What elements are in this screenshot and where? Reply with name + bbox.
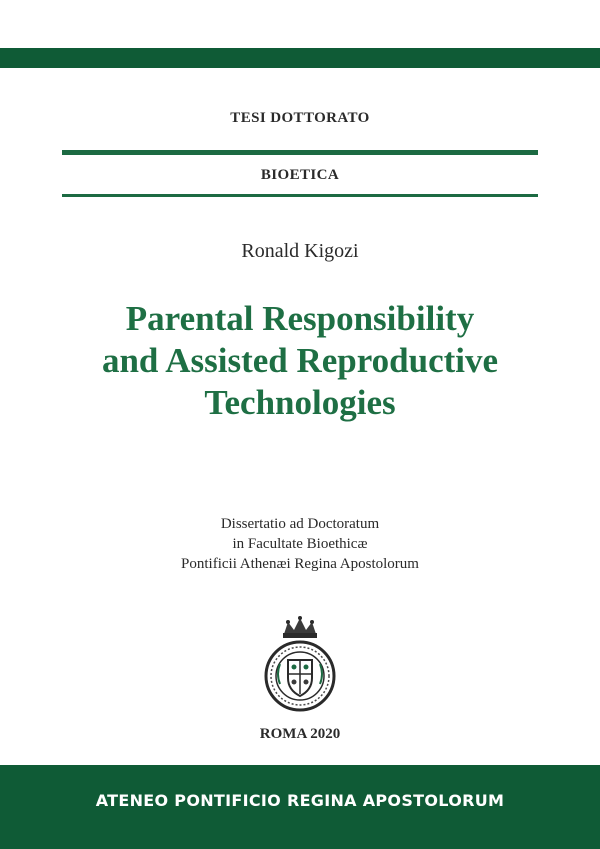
publisher-name: ATENEO PONTIFICIO REGINA APOSTOLORUM (95, 791, 505, 810)
discipline-label: BIOETICA (260, 167, 340, 183)
subtitle-line: Dissertatio ad Doctoratum (220, 516, 380, 532)
book-title (0, 298, 600, 424)
top-green-band (0, 48, 600, 68)
place-and-year: ROMA 2020 (259, 726, 341, 742)
dissertation-note (0, 514, 600, 574)
subtitle-line: Pontificii Athenæi Regina Apostolorum (181, 556, 419, 572)
coat-of-arms-seal-icon (258, 614, 342, 714)
author-name: Ronald Kigozi (241, 240, 359, 262)
title-line: Parental Responsibility (125, 299, 475, 338)
title-line: Technologies (204, 383, 396, 422)
lower-rule (62, 194, 538, 197)
series-label: TESI DOTTORATO (230, 110, 370, 126)
subtitle-line: in Facultate Bioethicæ (232, 536, 368, 552)
title-line: and Assisted Reproductive (101, 341, 499, 380)
upper-rule (62, 150, 538, 155)
